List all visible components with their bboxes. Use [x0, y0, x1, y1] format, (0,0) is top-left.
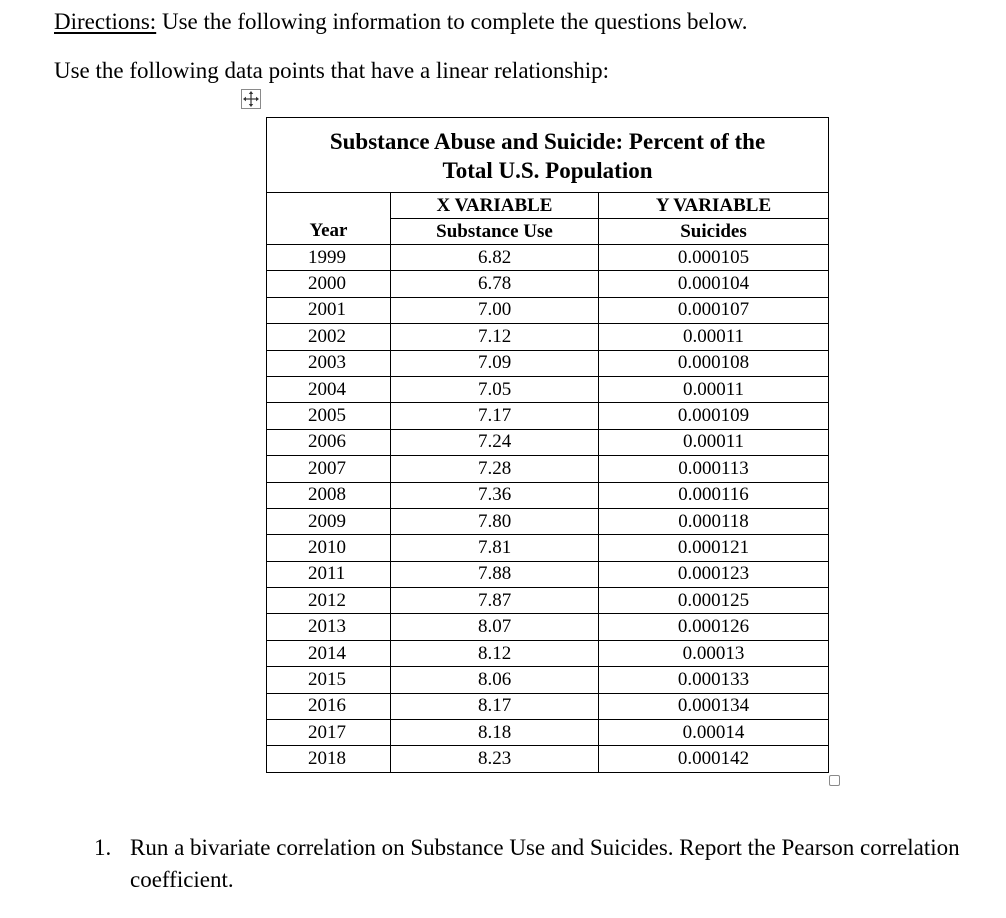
- directions-text: Use the following information to complete the questions below.: [156, 9, 748, 34]
- substance-use-cell: 7.88: [391, 561, 599, 587]
- table-title: [267, 118, 829, 193]
- table-row: [267, 456, 829, 482]
- year-cell: 2007: [267, 456, 391, 482]
- year-cell: 2002: [267, 324, 391, 350]
- suicides-cell: 0.00014: [599, 720, 829, 746]
- question-text: Run a bivariate correlation on Substance Use and Suicides. Report the Pearson correlation coefficient.: [130, 835, 960, 892]
- year-cell: 2001: [267, 297, 391, 323]
- substance-use-cell: 7.17: [391, 403, 599, 429]
- year-cell: 2008: [267, 482, 391, 508]
- table-row: [267, 508, 829, 534]
- table-move-handle[interactable]: [241, 89, 261, 109]
- year-column-header: Year: [267, 219, 391, 245]
- suicides-cell: 0.00011: [599, 429, 829, 455]
- substance-use-cell: 8.07: [391, 614, 599, 640]
- year-cell: 2000: [267, 271, 391, 297]
- x-variable-label: X VARIABLE: [391, 193, 599, 219]
- substance-use-cell: 7.87: [391, 588, 599, 614]
- substance-use-cell: 7.80: [391, 508, 599, 534]
- suicides-cell: 0.000121: [599, 535, 829, 561]
- table-row: [267, 667, 829, 693]
- table-row: [267, 403, 829, 429]
- year-cell: 2014: [267, 640, 391, 666]
- suicides-cell: 0.000108: [599, 350, 829, 376]
- table-row: [267, 588, 829, 614]
- year-cell: 2005: [267, 403, 391, 429]
- substance-use-cell: 8.23: [391, 746, 599, 772]
- substance-use-cell: 6.82: [391, 245, 599, 271]
- table-row: [267, 429, 829, 455]
- substance-use-cell: 7.24: [391, 429, 599, 455]
- year-cell: 2003: [267, 350, 391, 376]
- year-cell: 2012: [267, 588, 391, 614]
- year-cell: 2013: [267, 614, 391, 640]
- substance-use-cell: 8.18: [391, 720, 599, 746]
- directions-line: [54, 8, 748, 36]
- suicides-cell: 0.000118: [599, 508, 829, 534]
- year-cell: 2010: [267, 535, 391, 561]
- suicides-column-header: Suicides: [599, 219, 829, 245]
- table-row: [267, 614, 829, 640]
- suicides-cell: 0.000133: [599, 667, 829, 693]
- substance-use-cell: 7.28: [391, 456, 599, 482]
- table-row: [267, 297, 829, 323]
- substance-use-cell: 8.06: [391, 667, 599, 693]
- suicides-cell: 0.000107: [599, 297, 829, 323]
- suicides-cell: 0.000104: [599, 271, 829, 297]
- variable-header-row: [267, 193, 829, 219]
- suicides-cell: 0.000123: [599, 561, 829, 587]
- suicides-cell: 0.000142: [599, 746, 829, 772]
- suicides-cell: 0.000113: [599, 456, 829, 482]
- suicides-cell: 0.000116: [599, 482, 829, 508]
- suicides-cell: 0.00011: [599, 376, 829, 402]
- year-cell: 2016: [267, 693, 391, 719]
- substance-use-cell: 7.05: [391, 376, 599, 402]
- move-arrows-icon: [242, 90, 260, 108]
- substance-use-cell: 7.12: [391, 324, 599, 350]
- table-row: [267, 640, 829, 666]
- year-cell: 2017: [267, 720, 391, 746]
- table-row: [267, 693, 829, 719]
- table-row: [267, 746, 829, 772]
- table-title-line2: Total U.S. Population: [442, 158, 653, 183]
- table-resize-handle[interactable]: [829, 775, 840, 786]
- table-row: [267, 720, 829, 746]
- question-1: [94, 832, 974, 896]
- y-variable-label: Y VARIABLE: [599, 193, 829, 219]
- table-title-row: [267, 118, 829, 193]
- year-cell: 2018: [267, 746, 391, 772]
- substance-use-cell: 7.81: [391, 535, 599, 561]
- table-row: [267, 561, 829, 587]
- intro-text: Use the following data points that have a linear relationship:: [54, 58, 610, 83]
- table-row: [267, 324, 829, 350]
- data-table: [266, 117, 829, 773]
- substance-use-cell: 8.17: [391, 693, 599, 719]
- year-cell: 1999: [267, 245, 391, 271]
- table-row: [267, 482, 829, 508]
- column-header-row: [267, 219, 829, 245]
- substance-use-cell: 8.12: [391, 640, 599, 666]
- substance-use-column-header: Substance Use: [391, 219, 599, 245]
- suicides-cell: 0.000105: [599, 245, 829, 271]
- substance-use-cell: 7.36: [391, 482, 599, 508]
- suicides-cell: 0.000134: [599, 693, 829, 719]
- table-row: [267, 271, 829, 297]
- year-cell: 2015: [267, 667, 391, 693]
- table-row: [267, 376, 829, 402]
- suicides-cell: 0.000109: [599, 403, 829, 429]
- suicides-cell: 0.000125: [599, 588, 829, 614]
- table-row: [267, 535, 829, 561]
- year-cell: 2006: [267, 429, 391, 455]
- suicides-cell: 0.000126: [599, 614, 829, 640]
- directions-label: Directions:: [54, 9, 157, 34]
- table-body: [267, 245, 829, 773]
- question-number: 1.: [94, 835, 112, 860]
- substance-use-cell: 7.00: [391, 297, 599, 323]
- table-title-line1: Substance Abuse and Suicide: Percent of the: [329, 129, 766, 154]
- suicides-cell: 0.00013: [599, 640, 829, 666]
- empty-corner-cell: [267, 193, 391, 219]
- substance-use-cell: 6.78: [391, 271, 599, 297]
- table-row: [267, 245, 829, 271]
- substance-use-cell: 7.09: [391, 350, 599, 376]
- year-cell: 2011: [267, 561, 391, 587]
- year-cell: 2009: [267, 508, 391, 534]
- suicides-cell: 0.00011: [599, 324, 829, 350]
- year-cell: 2004: [267, 376, 391, 402]
- table-row: [267, 350, 829, 376]
